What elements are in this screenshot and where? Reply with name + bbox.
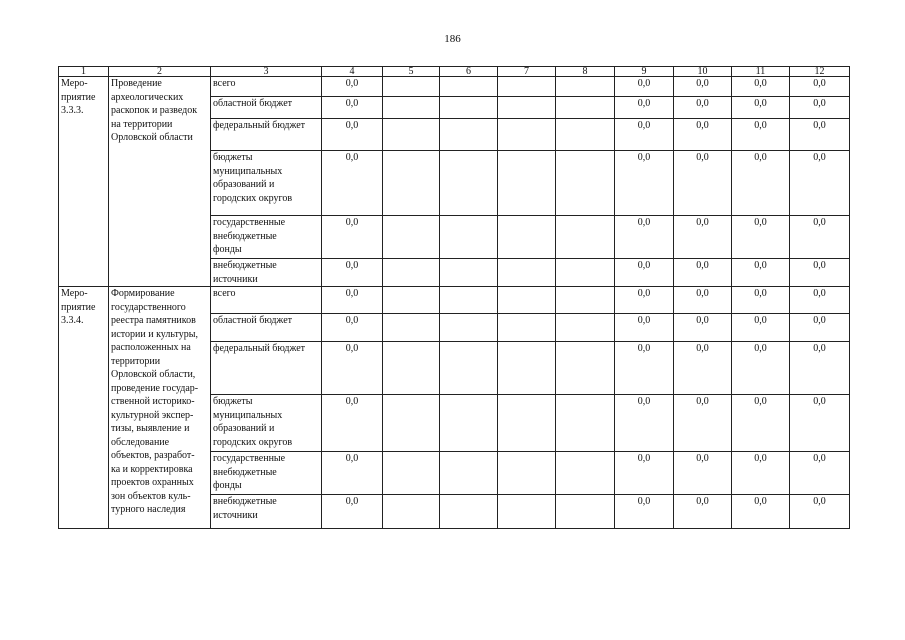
value-cell-col-4: 0,0 bbox=[322, 77, 383, 97]
funding-source-line: государственные bbox=[213, 453, 286, 464]
event-name-line: зон объектов куль- bbox=[111, 490, 191, 502]
value-cell-col-12: 0,0 bbox=[790, 259, 850, 287]
event-code bbox=[59, 287, 109, 529]
value-cell-col-12: 0,0 bbox=[790, 342, 850, 395]
value-cell-col-6 bbox=[440, 452, 498, 495]
value-cell-col-5 bbox=[383, 259, 440, 287]
col-header-4: 4 bbox=[322, 67, 383, 77]
value-cell-col-7 bbox=[498, 259, 556, 287]
value-cell-col-6 bbox=[440, 119, 498, 151]
table-row bbox=[59, 77, 850, 97]
value-cell-col-5 bbox=[383, 287, 440, 314]
event-name-line: реестра памятников bbox=[111, 315, 196, 326]
value-cell-col-7 bbox=[498, 314, 556, 342]
value-cell-col-7 bbox=[498, 452, 556, 495]
event-name-line: турного наследия bbox=[111, 504, 186, 515]
value-cell-col-10: 0,0 bbox=[674, 495, 732, 529]
event-name-line: объектов, разработ- bbox=[111, 450, 195, 461]
value-cell-col-6 bbox=[440, 151, 498, 216]
value-cell-col-4: 0,0 bbox=[322, 119, 383, 151]
funding-source-line: городских округов bbox=[213, 192, 293, 204]
value-cell-col-10: 0,0 bbox=[674, 452, 732, 495]
funding-source-line: городских округов bbox=[213, 436, 293, 448]
value-cell-col-6 bbox=[440, 342, 498, 395]
event-code-line: Меро- bbox=[61, 78, 88, 89]
table-body bbox=[59, 77, 850, 529]
event-name-line: на территории bbox=[111, 118, 173, 130]
event-name-line: Проведение bbox=[111, 78, 162, 89]
table-row bbox=[59, 287, 850, 314]
funding-source bbox=[211, 395, 322, 452]
value-cell-col-7 bbox=[498, 395, 556, 452]
value-cell-col-8 bbox=[556, 314, 615, 342]
value-cell-col-6 bbox=[440, 77, 498, 97]
value-cell-col-11: 0,0 bbox=[732, 119, 790, 151]
value-cell-col-12: 0,0 bbox=[790, 119, 850, 151]
funding-source-line: федеральный бюджет bbox=[213, 120, 306, 131]
value-cell-col-8 bbox=[556, 259, 615, 287]
value-cell-col-4: 0,0 bbox=[322, 314, 383, 342]
value-cell-col-7 bbox=[498, 151, 556, 216]
funding-source-line: бюджеты bbox=[213, 152, 253, 163]
value-cell-col-4: 0,0 bbox=[322, 342, 383, 395]
value-cell-col-10: 0,0 bbox=[674, 97, 732, 119]
event-name-line: обследование bbox=[111, 436, 170, 448]
value-cell-col-6 bbox=[440, 395, 498, 452]
value-cell-col-11: 0,0 bbox=[732, 259, 790, 287]
funding-source bbox=[211, 151, 322, 216]
value-cell-col-6 bbox=[440, 259, 498, 287]
event-name-line: археологических bbox=[111, 91, 184, 103]
event-name-line: истории и культуры, bbox=[111, 328, 198, 340]
col-header-3: 3 bbox=[211, 67, 322, 77]
value-cell-col-9: 0,0 bbox=[615, 119, 674, 151]
funding-source bbox=[211, 97, 322, 119]
funding-source bbox=[211, 495, 322, 529]
value-cell-col-9: 0,0 bbox=[615, 216, 674, 259]
funding-source-line: областной бюджет bbox=[213, 98, 293, 109]
value-cell-col-4: 0,0 bbox=[322, 216, 383, 259]
event-name-line: государственного bbox=[111, 301, 186, 313]
funding-source bbox=[211, 259, 322, 287]
event-name-line: раскопок и разведок bbox=[111, 105, 198, 116]
value-cell-col-7 bbox=[498, 287, 556, 314]
event-name-line: территории bbox=[111, 355, 161, 367]
event-code-line: приятие bbox=[61, 301, 96, 313]
value-cell-col-8 bbox=[556, 216, 615, 259]
col-header-8: 8 bbox=[556, 67, 615, 77]
header-row bbox=[59, 67, 850, 77]
value-cell-col-9: 0,0 bbox=[615, 287, 674, 314]
value-cell-col-12: 0,0 bbox=[790, 395, 850, 452]
value-cell-col-4: 0,0 bbox=[322, 97, 383, 119]
event-name bbox=[109, 287, 211, 529]
value-cell-col-7 bbox=[498, 342, 556, 395]
col-header-6: 6 bbox=[440, 67, 498, 77]
event-name-line: Орловской области bbox=[111, 132, 193, 143]
value-cell-col-4: 0,0 bbox=[322, 287, 383, 314]
value-cell-col-12: 0,0 bbox=[790, 216, 850, 259]
event-name-line: тизы, выявление и bbox=[111, 423, 190, 434]
value-cell-col-5 bbox=[383, 495, 440, 529]
event-name-line: ственной историко- bbox=[111, 396, 195, 407]
funding-source-line: муниципальных bbox=[213, 165, 283, 177]
value-cell-col-10: 0,0 bbox=[674, 259, 732, 287]
value-cell-col-9: 0,0 bbox=[615, 314, 674, 342]
value-cell-col-11: 0,0 bbox=[732, 342, 790, 395]
value-cell-col-9: 0,0 bbox=[615, 342, 674, 395]
value-cell-col-9: 0,0 bbox=[615, 395, 674, 452]
funding-source-line: бюджеты bbox=[213, 396, 253, 407]
value-cell-col-12: 0,0 bbox=[790, 495, 850, 529]
funding-source bbox=[211, 314, 322, 342]
event-code-line: приятие bbox=[61, 91, 96, 103]
value-cell-col-11: 0,0 bbox=[732, 452, 790, 495]
value-cell-col-4: 0,0 bbox=[322, 151, 383, 216]
event-name-line: расположенных на bbox=[111, 342, 191, 353]
value-cell-col-10: 0,0 bbox=[674, 342, 732, 395]
value-cell-col-5 bbox=[383, 77, 440, 97]
value-cell-col-10: 0,0 bbox=[674, 287, 732, 314]
col-header-12: 12 bbox=[790, 67, 850, 77]
value-cell-col-12: 0,0 bbox=[790, 77, 850, 97]
value-cell-col-8 bbox=[556, 495, 615, 529]
value-cell-col-5 bbox=[383, 452, 440, 495]
funding-source-line: внебюджетные bbox=[213, 496, 277, 507]
col-header-1: 1 bbox=[59, 67, 109, 77]
col-header-7: 7 bbox=[498, 67, 556, 77]
value-cell-col-5 bbox=[383, 151, 440, 216]
funding-source-line: образований и bbox=[213, 423, 275, 434]
value-cell-col-7 bbox=[498, 77, 556, 97]
value-cell-col-8 bbox=[556, 151, 615, 216]
value-cell-col-7 bbox=[498, 216, 556, 259]
funding-source-line: областной бюджет bbox=[213, 315, 293, 326]
value-cell-col-9: 0,0 bbox=[615, 151, 674, 216]
value-cell-col-10: 0,0 bbox=[674, 314, 732, 342]
value-cell-col-4: 0,0 bbox=[322, 259, 383, 287]
event-name bbox=[109, 77, 211, 287]
event-name-line: проектов охранных bbox=[111, 477, 194, 488]
event-code bbox=[59, 77, 109, 287]
funding-source-line: муниципальных bbox=[213, 409, 283, 421]
value-cell-col-9: 0,0 bbox=[615, 259, 674, 287]
event-code-line: 3.3.4. bbox=[61, 315, 84, 326]
event-code-line: Меро- bbox=[61, 288, 88, 299]
funding-source-line: всего bbox=[213, 288, 236, 299]
event-name-line: культурной экспер- bbox=[111, 409, 194, 421]
event-name-line: ка и корректировка bbox=[111, 463, 193, 475]
funding-source bbox=[211, 287, 322, 314]
event-name-line: Формирование bbox=[111, 288, 175, 299]
value-cell-col-11: 0,0 bbox=[732, 495, 790, 529]
col-header-10: 10 bbox=[674, 67, 732, 77]
value-cell-col-6 bbox=[440, 287, 498, 314]
funding-source-line: внебюджетные bbox=[213, 466, 277, 478]
funding-source bbox=[211, 119, 322, 151]
value-cell-col-5 bbox=[383, 342, 440, 395]
value-cell-col-9: 0,0 bbox=[615, 495, 674, 529]
funding-source bbox=[211, 216, 322, 259]
value-cell-col-8 bbox=[556, 119, 615, 151]
funding-source bbox=[211, 77, 322, 97]
value-cell-col-12: 0,0 bbox=[790, 452, 850, 495]
value-cell-col-8 bbox=[556, 287, 615, 314]
value-cell-col-11: 0,0 bbox=[732, 216, 790, 259]
funding-source-line: внебюджетные bbox=[213, 260, 277, 271]
value-cell-col-12: 0,0 bbox=[790, 314, 850, 342]
funding-source-line: внебюджетные bbox=[213, 230, 277, 242]
value-cell-col-11: 0,0 bbox=[732, 77, 790, 97]
funding-source-line: образований и bbox=[213, 179, 275, 190]
value-cell-col-9: 0,0 bbox=[615, 77, 674, 97]
value-cell-col-6 bbox=[440, 97, 498, 119]
value-cell-col-11: 0,0 bbox=[732, 395, 790, 452]
event-name-line: проведение государ- bbox=[111, 382, 199, 394]
value-cell-col-6 bbox=[440, 216, 498, 259]
funding-source bbox=[211, 452, 322, 495]
value-cell-col-6 bbox=[440, 314, 498, 342]
funding-source-line: государственные bbox=[213, 217, 286, 228]
value-cell-col-11: 0,0 bbox=[732, 314, 790, 342]
value-cell-col-9: 0,0 bbox=[615, 452, 674, 495]
value-cell-col-6 bbox=[440, 495, 498, 529]
value-cell-col-4: 0,0 bbox=[322, 495, 383, 529]
col-header-5: 5 bbox=[383, 67, 440, 77]
budget-table bbox=[58, 66, 850, 529]
funding-source-line: всего bbox=[213, 78, 236, 89]
value-cell-col-9: 0,0 bbox=[615, 97, 674, 119]
value-cell-col-11: 0,0 bbox=[732, 97, 790, 119]
value-cell-col-4: 0,0 bbox=[322, 452, 383, 495]
page-number: 186 bbox=[444, 33, 461, 45]
value-cell-col-10: 0,0 bbox=[674, 119, 732, 151]
value-cell-col-5 bbox=[383, 314, 440, 342]
col-header-2: 2 bbox=[109, 67, 211, 77]
funding-source-line: источники bbox=[213, 273, 258, 285]
event-name-line: Орловской области, bbox=[111, 369, 196, 380]
column-numbers-header bbox=[59, 67, 850, 77]
value-cell-col-7 bbox=[498, 119, 556, 151]
value-cell-col-5 bbox=[383, 395, 440, 452]
value-cell-col-8 bbox=[556, 452, 615, 495]
funding-source-line: фонды bbox=[213, 244, 242, 255]
col-header-9: 9 bbox=[615, 67, 674, 77]
value-cell-col-12: 0,0 bbox=[790, 97, 850, 119]
value-cell-col-5 bbox=[383, 216, 440, 259]
value-cell-col-10: 0,0 bbox=[674, 151, 732, 216]
value-cell-col-7 bbox=[498, 97, 556, 119]
value-cell-col-12: 0,0 bbox=[790, 287, 850, 314]
value-cell-col-5 bbox=[383, 119, 440, 151]
value-cell-col-12: 0,0 bbox=[790, 151, 850, 216]
funding-source bbox=[211, 342, 322, 395]
value-cell-col-10: 0,0 bbox=[674, 77, 732, 97]
value-cell-col-8 bbox=[556, 342, 615, 395]
value-cell-col-4: 0,0 bbox=[322, 395, 383, 452]
value-cell-col-8 bbox=[556, 395, 615, 452]
value-cell-col-8 bbox=[556, 97, 615, 119]
value-cell-col-7 bbox=[498, 495, 556, 529]
value-cell-col-5 bbox=[383, 97, 440, 119]
value-cell-col-11: 0,0 bbox=[732, 287, 790, 314]
event-code-line: 3.3.3. bbox=[61, 105, 84, 116]
value-cell-col-11: 0,0 bbox=[732, 151, 790, 216]
funding-source-line: источники bbox=[213, 509, 258, 521]
funding-source-line: федеральный бюджет bbox=[213, 343, 306, 354]
value-cell-col-10: 0,0 bbox=[674, 216, 732, 259]
value-cell-col-8 bbox=[556, 77, 615, 97]
value-cell-col-10: 0,0 bbox=[674, 395, 732, 452]
col-header-11: 11 bbox=[732, 67, 790, 77]
funding-source-line: фонды bbox=[213, 480, 242, 491]
